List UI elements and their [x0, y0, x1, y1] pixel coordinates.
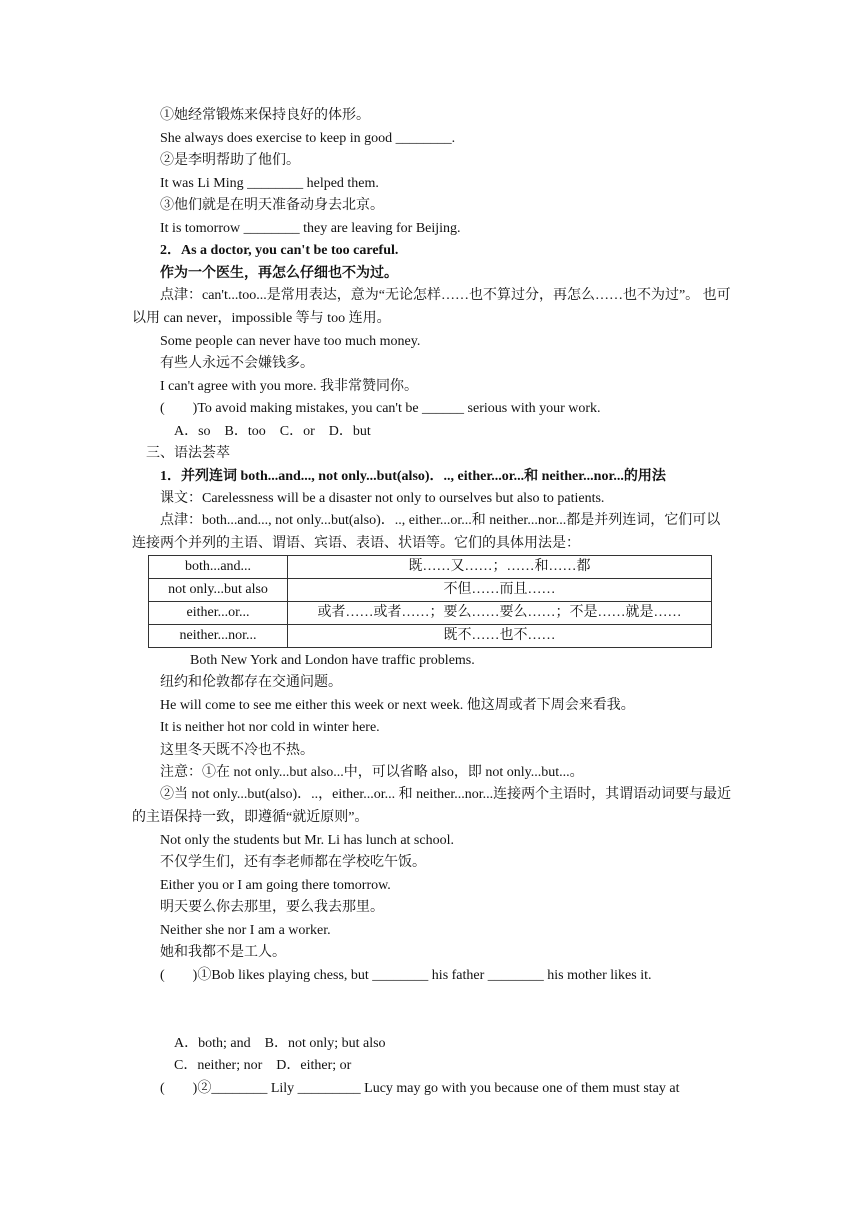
text-line: 不仅学生们，还有李老师都在学校吃午饭。 [160, 855, 426, 870]
text-line: It is tomorrow ________ they are leaving for Beijing. [160, 221, 461, 236]
section-heading: 2．As a doctor, you can't be too careful. [160, 243, 399, 258]
answer-options: C．neither; nor D．either; or [174, 1058, 352, 1073]
text-line: She always does exercise to keep in good ________. [160, 131, 456, 146]
text-line: It was Li Ming ________ helped them. [160, 176, 379, 191]
table-row [149, 602, 712, 625]
table-cell: 既……又……；……和……都 [288, 556, 712, 579]
text-line: 作为一个医生，再怎么仔细也不为过。 [160, 266, 398, 281]
text-line: Neither she nor I am a worker. [160, 923, 331, 938]
text-line: He will come to see me either this week or next week. 他这周或者下周会来看我。 [160, 698, 635, 713]
text-line: ②是李明帮助了他们。 [160, 153, 300, 168]
table-cell: neither...nor... [149, 625, 288, 648]
section-heading: 1．并列连词 both...and..., not only...but(also)．.., either...or...和 neither...nor...的用法 [160, 469, 666, 484]
question: ( )②________ Lily _________ Lucy may go with you because one of them must stay at [160, 1081, 680, 1096]
text-line: 有些人永远不会嫌钱多。 [160, 356, 314, 371]
text-line: ①她经常锻炼来保持良好的体形。 [160, 108, 370, 123]
paragraph: ②当 not only...but(also)．..，either...or... 和 neither...nor...连接两个主语时，其谓语动词要与最近的主语保持一致，即遵循“就近原则”。 [132, 787, 732, 825]
table-row [149, 625, 712, 648]
table-row [149, 556, 712, 579]
text-line: ③他们就是在明天准备动身去北京。 [160, 198, 384, 213]
table-cell: either...or... [149, 602, 288, 625]
question: ( )To avoid making mistakes, you can't be ______ serious with your work. [160, 401, 601, 416]
paragraph: 点津：can't...too...是常用表达，意为“无论怎样……也不算过分，再怎么……也不为过”。 也可以用 can never，impossible 等与 too 连用。 [132, 288, 731, 326]
table-cell: 既不……也不…… [288, 625, 712, 648]
section-title: 三、语法荟萃 [146, 446, 230, 461]
text-line: I can't agree with you more. 我非常赞同你。 [160, 379, 418, 394]
text-line: 注意：①在 not only...but also...中，可以省略 also，即 not only...but...。 [160, 765, 584, 780]
table-row [149, 579, 712, 602]
table-cell: 或者……或者……；要么……要么……；不是……就是…… [288, 602, 712, 625]
text-line: 明天要么你去那里，要么我去那里。 [160, 900, 384, 915]
text-line: Some people can never have too much money. [160, 334, 421, 349]
table-cell: 不但……而且…… [288, 579, 712, 602]
text-line: It is neither hot nor cold in winter here. [160, 720, 380, 735]
text-line: 课文：Carelessness will be a disaster not only to ourselves but also to patients. [160, 491, 605, 506]
text-line: 纽约和伦敦都存在交通问题。 [160, 675, 342, 690]
answer-options: A．so B．too C．or D．but [174, 424, 371, 439]
usage-table [148, 555, 712, 648]
answer-options: A．both; and B．not only; but also [174, 1036, 386, 1051]
paragraph: 点津：both...and..., not only...but(also)．.., either...or...和 neither...nor...都是并列连词，它们可以连接两个并列的主语、谓语、宾语、表语、状语等。它们的具体用法是： [132, 513, 721, 551]
text-line: 她和我都不是工人。 [160, 945, 286, 960]
text-line: Not only the students but Mr. Li has lunch at school. [160, 833, 454, 848]
text-line: 这里冬天既不冷也不热。 [160, 743, 314, 758]
table-cell: not only...but also [149, 579, 288, 602]
text-line: Either you or I am going there tomorrow. [160, 878, 391, 893]
table-cell: both...and... [149, 556, 288, 579]
question: ( )①Bob likes playing chess, but ________ his father ________ his mother likes it. [160, 968, 652, 983]
text-line: Both New York and London have traffic problems. [190, 653, 475, 668]
